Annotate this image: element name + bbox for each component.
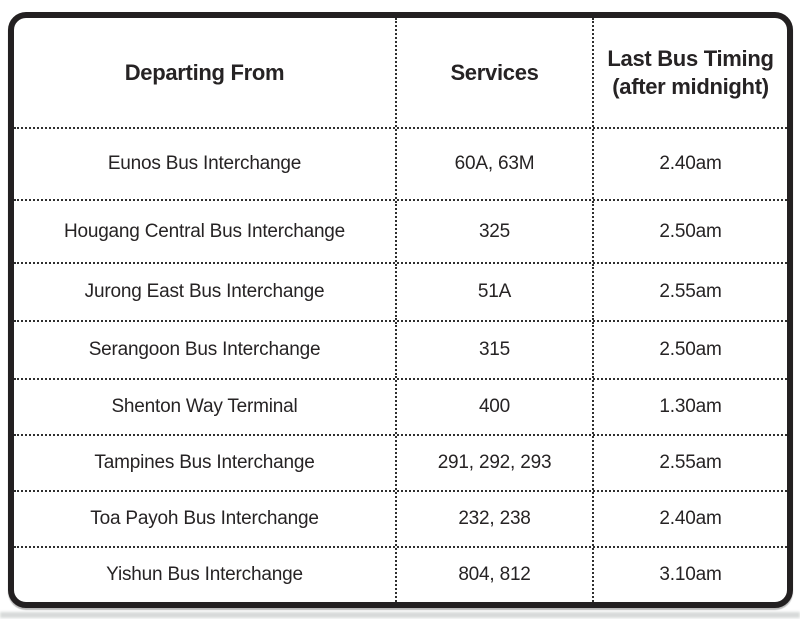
last-bus-timing-cell: 2.40am xyxy=(592,129,787,199)
header-line-1: Last Bus Timing xyxy=(607,46,774,71)
services-cell: 51A xyxy=(395,264,592,320)
table-row xyxy=(14,127,787,199)
services-cell: 291, 292, 293 xyxy=(395,436,592,490)
table-row xyxy=(14,546,787,602)
table-row xyxy=(14,262,787,320)
departing-from-cell: Yishun Bus Interchange xyxy=(106,564,303,585)
services-cell: 232, 238 xyxy=(395,492,592,546)
column-header-departing-from: Departing From xyxy=(124,59,285,85)
departing-from-cell: Tampines Bus Interchange xyxy=(94,452,315,473)
departing-from-cell: Shenton Way Terminal xyxy=(111,396,298,417)
services-cell: 804, 812 xyxy=(395,548,592,602)
last-bus-timing-cell: 1.30am xyxy=(592,380,787,434)
departing-from-cell: Hougang Central Bus Interchange xyxy=(63,220,346,242)
column-header-last-bus-timing xyxy=(592,18,787,127)
services-cell: 60A, 63M xyxy=(395,129,592,199)
table-row xyxy=(14,199,787,262)
last-bus-timing-table xyxy=(8,12,793,608)
services-cell: 400 xyxy=(395,380,592,434)
last-bus-timing-cell: 2.55am xyxy=(592,436,787,490)
table-row xyxy=(14,378,787,434)
last-bus-timing-cell: 2.50am xyxy=(592,201,787,262)
header-line-2: (after midnight) xyxy=(612,73,769,99)
departing-from-cell: Jurong East Bus Interchange xyxy=(84,281,325,302)
last-bus-timing-cell: 2.50am xyxy=(592,322,787,378)
departing-from-cell: Toa Payoh Bus Interchange xyxy=(90,508,319,529)
header-row xyxy=(14,18,787,127)
bottom-shadow-band xyxy=(0,612,800,618)
departing-from-cell: Eunos Bus Interchange xyxy=(107,153,302,174)
services-cell: 325 xyxy=(395,201,592,262)
last-bus-timing-cell: 2.40am xyxy=(592,492,787,546)
table-header xyxy=(14,18,787,127)
header-two-line-label xyxy=(607,45,773,100)
column-header-services: Services xyxy=(395,18,592,127)
table-row xyxy=(14,320,787,378)
last-bus-timing-cell: 3.10am xyxy=(592,548,787,602)
table-row xyxy=(14,490,787,546)
table-body xyxy=(14,127,787,602)
last-bus-timing-cell: 2.55am xyxy=(592,264,787,320)
services-cell: 315 xyxy=(395,322,592,378)
departing-from-cell: Serangoon Bus Interchange xyxy=(88,339,321,360)
table-row xyxy=(14,434,787,490)
